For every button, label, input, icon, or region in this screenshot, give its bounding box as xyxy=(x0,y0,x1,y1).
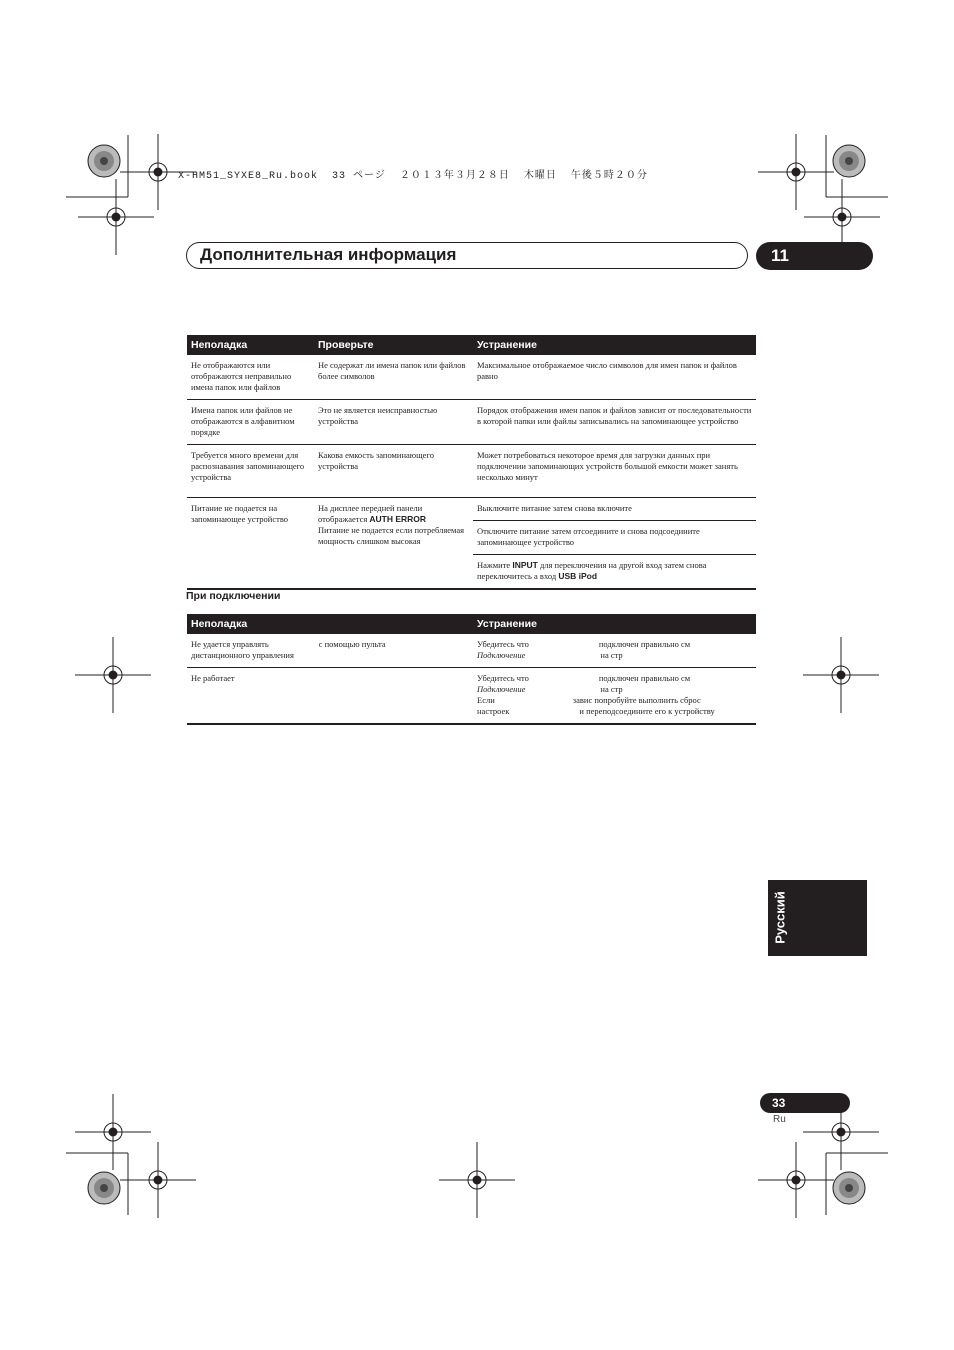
check-text-2: Питание не подается если потребляемая мощность слишком высокая xyxy=(318,525,465,546)
top-left-color-target xyxy=(88,145,120,177)
bottom-left-register-mark-2 xyxy=(120,1142,196,1218)
cell-problem: Имена папок или файлов не отображаются в алфавитном порядке xyxy=(187,400,314,445)
fix-text-7: и переподсоедините его к устройству xyxy=(579,706,715,716)
table-row xyxy=(187,400,756,445)
fix-text-3: на стр xyxy=(600,650,623,660)
top-right-color-target xyxy=(833,145,865,177)
header-fix: Устранение xyxy=(473,614,756,634)
problem-text-2: с помощью пульта xyxy=(318,639,386,649)
fix-link-text: Подключение xyxy=(477,684,526,694)
cell-fix: Максимальное отображаемое число символов для имен папок и файлов равно xyxy=(473,355,756,400)
header-fix: Устранение xyxy=(473,335,756,355)
cell-check: Не содержат ли имена папок или файлов более символов xyxy=(314,355,473,400)
right-register-mark xyxy=(803,637,879,713)
cell-fix: Порядок отображения имен папок и файлов зависит от последовательности в которой папки или файлы записывались на запоминающее устройство xyxy=(473,400,756,445)
troubleshooting-table-connection xyxy=(187,614,756,725)
page-title: Дополнительная информация xyxy=(200,245,457,264)
fix-text-3: на стр xyxy=(600,684,623,694)
top-left-register-mark-2 xyxy=(78,179,154,255)
fix-text: Убедитесь что xyxy=(477,639,529,649)
table-row xyxy=(187,445,756,498)
check-text: На дисплее передней панели отображается xyxy=(318,503,423,524)
table-header-row xyxy=(187,335,756,355)
cell-fix xyxy=(473,668,756,725)
fix-text-6: настроек xyxy=(477,706,510,716)
usb-ipod-label: USB iPod xyxy=(558,571,598,581)
table-row xyxy=(187,498,756,521)
cell-check xyxy=(314,498,473,590)
problem-text: Не удается управлять xyxy=(191,639,269,649)
fix-link-text: Подключение xyxy=(477,650,526,660)
bottom-left-color-target xyxy=(88,1172,120,1204)
cell-problem: Питание не подается на запоминающее устройство xyxy=(187,498,314,590)
cell-fix-3 xyxy=(473,555,756,590)
header-problem: Неполадка xyxy=(187,614,473,634)
bottom-right-color-target xyxy=(833,1172,865,1204)
cell-fix-2: Отключите питание затем отсоедините и снова подсоедините запоминающее устройство xyxy=(473,521,756,555)
language-side-tab-label: Русский xyxy=(772,891,788,944)
header-problem: Неполадка xyxy=(187,335,314,355)
fix-text-2: для переключения на другой вход затем снова переключитесь а вход xyxy=(477,560,707,581)
auth-error-label: AUTH ERROR xyxy=(369,514,427,524)
problem-text-3: дистанционного управления xyxy=(191,650,294,660)
cell-problem xyxy=(187,634,473,668)
cell-check: Какова емкость запоминающего устройства xyxy=(314,445,473,498)
header-check: Проверьте xyxy=(314,335,473,355)
fix-text-2: подключен правильно см xyxy=(598,673,691,683)
troubleshooting-table-usb xyxy=(187,335,756,590)
input-label: INPUT xyxy=(512,560,538,570)
fix-text-5: завис попробуйте выполнить сброс xyxy=(572,695,701,705)
bottom-center-register-mark xyxy=(439,1142,515,1218)
cell-problem: Не отображаются или отображаются неправильно имена папок или файлов xyxy=(187,355,314,400)
table-row xyxy=(187,355,756,400)
cell-problem: Требуется много времени для распознавания запоминающего устройства xyxy=(187,445,314,498)
cell-fix xyxy=(473,634,756,668)
cell-fix-1: Выключите питание затем снова включите xyxy=(473,498,756,521)
chapter-number-badge: 11 xyxy=(756,242,873,270)
page-number-badge: 33 xyxy=(760,1093,850,1113)
table-header-row xyxy=(187,614,756,634)
left-register-mark xyxy=(75,637,151,713)
cell-fix: Может потребоваться некоторое время для загрузки данных при подключении запоминающих устройств большой емкости может занять несколько минут xyxy=(473,445,756,498)
page-language-code: Ru xyxy=(773,1114,786,1125)
section-title-connection: При подключении xyxy=(186,590,281,602)
fix-text-4: Если xyxy=(477,695,495,705)
bottom-right-register-mark-2 xyxy=(758,1142,834,1218)
print-info-line: X-HM51_SYXE8_Ru.book 33 ページ ２０１３年３月２８日 木曜日 午後５時２０分 xyxy=(178,171,648,182)
cell-check: Это не является неисправностью устройства xyxy=(314,400,473,445)
cell-problem: Не работает xyxy=(187,668,473,725)
fix-text: Нажмите xyxy=(477,560,513,570)
bottom-left-register-mark xyxy=(75,1094,151,1170)
top-right-register-mark xyxy=(758,134,834,210)
table-row xyxy=(187,668,756,725)
fix-text: Убедитесь что xyxy=(477,673,529,683)
fix-text-2: подключен правильно см xyxy=(598,639,691,649)
table-row xyxy=(187,634,756,668)
